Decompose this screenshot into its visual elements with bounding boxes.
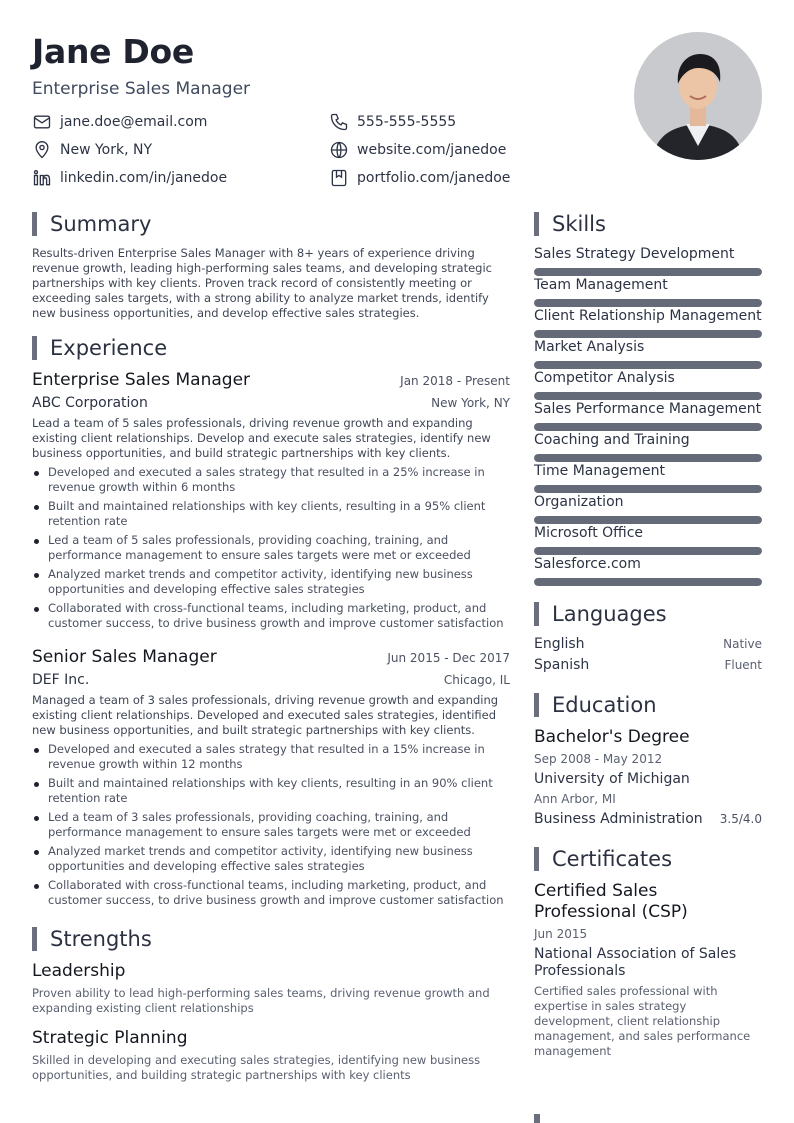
certificate-description: Certified sales professional with expertise in sales strategy development, client relationship management, and sales performance management xyxy=(534,984,751,1058)
skill-bar-fill xyxy=(534,268,762,276)
languages-heading xyxy=(534,602,667,626)
education-field: Business Administration xyxy=(534,811,703,827)
job-location: New York, NY xyxy=(431,396,510,410)
contact-linkedin[interactable] xyxy=(32,168,227,188)
skill-bar-track xyxy=(534,547,762,555)
section-accent-bar xyxy=(534,1114,540,1123)
strength-text: Proven ability to lead high-performing sales teams, driving revenue growth and expanding existing client relationships xyxy=(32,986,490,1015)
candidate-name: Jane Doe xyxy=(32,32,194,71)
skill-item xyxy=(534,494,762,524)
skill-bar-fill xyxy=(534,547,762,555)
skill-label: Sales Performance Management xyxy=(534,401,762,417)
map-pin-icon xyxy=(32,140,52,160)
skill-label: Sales Strategy Development xyxy=(534,246,735,262)
bullet-item: Analyzed market trends and competitor activity, identifying new business opportunities and developing effective sales strategies xyxy=(32,567,510,597)
job-header xyxy=(32,370,510,390)
job-company-row xyxy=(32,672,510,688)
skills-heading-text: Skills xyxy=(552,212,606,236)
certificates-heading-text: Certificates xyxy=(552,847,673,871)
strength-title: Strategic Planning xyxy=(32,1028,188,1048)
skill-bar-track xyxy=(534,578,762,586)
skills-heading xyxy=(534,212,606,236)
skill-label: Organization xyxy=(534,494,624,510)
skill-bar-track xyxy=(534,299,762,307)
bullet-item: Built and maintained relationships with key clients, resulting in a 95% client retention rate xyxy=(32,499,510,529)
skill-item xyxy=(534,432,762,462)
skill-item xyxy=(534,339,762,369)
website-text: website.com/janedoe xyxy=(357,142,507,158)
job-company-row xyxy=(32,395,510,411)
job-dates: Jan 2018 - Present xyxy=(400,374,510,388)
section-accent-bar xyxy=(32,927,37,951)
skill-item xyxy=(534,370,762,400)
skill-label: Salesforce.com xyxy=(534,556,641,572)
job-title: Senior Sales Manager xyxy=(32,647,217,667)
education-heading-text: Education xyxy=(552,693,657,717)
skill-item xyxy=(534,525,762,555)
section-accent-bar xyxy=(534,847,539,871)
certificate-issuer: National Association of Sales Professionals xyxy=(534,946,737,979)
skill-bar-track xyxy=(534,516,762,524)
bullet-item: Collaborated with cross-functional teams, including marketing, product, and customer success, to drive business growth and improve customer satisfaction xyxy=(32,601,510,631)
language-level: Fluent xyxy=(724,658,762,672)
bullet-item: Developed and executed a sales strategy that resulted in a 15% increase in revenue growth within 12 months xyxy=(32,742,510,772)
certificate-date: Jun 2015 xyxy=(534,927,588,941)
skill-bar-track xyxy=(534,361,762,369)
skill-label: Coaching and Training xyxy=(534,432,690,448)
skill-bar-fill xyxy=(534,361,762,369)
mail-icon xyxy=(32,112,52,132)
strengths-heading-text: Strengths xyxy=(50,927,152,951)
skill-bar-track xyxy=(534,392,762,400)
bullet-item: Developed and executed a sales strategy that resulted in a 25% increase in revenue growth within 6 months xyxy=(32,465,510,495)
section-accent-bar xyxy=(534,693,539,717)
skill-bar-fill xyxy=(534,423,762,431)
bullet-item: Led a team of 5 sales professionals, providing coaching, training, and performance management to ensure sales targets were met or exceeded xyxy=(32,533,510,563)
skill-bar-track xyxy=(534,485,762,493)
summary-text: Results-driven Enterprise Sales Manager with 8+ years of experience driving revenue growth, leading high-performing sales teams, and developing strategic partnerships with key clients. Proven track record of consistently meeting or exceeding sales targets, with a strong ability to analyze market trends, identify new business opportunities, and develop effective sales strategies. xyxy=(32,246,492,320)
contact-location xyxy=(32,140,152,160)
strengths-heading xyxy=(32,927,152,951)
skill-item xyxy=(534,401,762,431)
language-row xyxy=(534,636,762,652)
experience-heading-text: Experience xyxy=(50,336,168,360)
skill-bar-track xyxy=(534,330,762,338)
profile-photo xyxy=(634,32,762,160)
section-accent-bar xyxy=(32,212,37,236)
skill-label: Client Relationship Management xyxy=(534,308,762,324)
skill-bar-fill xyxy=(534,454,762,462)
language-name: Spanish xyxy=(534,657,590,673)
experience-heading xyxy=(32,336,167,360)
linkedin-text: linkedin.com/in/janedoe xyxy=(60,170,228,186)
skill-bar-track xyxy=(534,423,762,431)
education-dates: Sep 2008 - May 2012 xyxy=(534,752,663,766)
language-name: English xyxy=(534,636,585,652)
languages-heading-text: Languages xyxy=(552,602,667,626)
job-company: DEF Inc. xyxy=(32,672,90,688)
portfolio-text: portfolio.com/janedoe xyxy=(357,170,511,186)
bookmark-icon xyxy=(329,168,349,188)
bullet-item: Analyzed market trends and competitor activity, identifying new business opportunities and developing effective sales strategies xyxy=(32,844,510,874)
linkedin-icon xyxy=(32,168,52,188)
contact-email[interactable] xyxy=(32,112,207,132)
skill-label: Market Analysis xyxy=(534,339,645,355)
job-dates: Jun 2015 - Dec 2017 xyxy=(387,651,510,665)
job-company: ABC Corporation xyxy=(32,395,148,411)
strength-title: Leadership xyxy=(32,961,126,981)
contact-phone[interactable] xyxy=(329,112,456,132)
candidate-title: Enterprise Sales Manager xyxy=(32,79,251,99)
job-header xyxy=(32,647,510,667)
bullet-item: Built and maintained relationships with key clients, resulting in an 90% client retention rate xyxy=(32,776,510,806)
section-accent-bar xyxy=(534,212,539,236)
skill-item xyxy=(534,277,762,307)
skill-item xyxy=(534,556,762,586)
education-field-row xyxy=(534,811,762,827)
skill-item xyxy=(534,308,762,338)
bullet-item: Collaborated with cross-functional teams, including marketing, product, and customer success, to drive business growth and improve customer satisfaction xyxy=(32,878,510,908)
education-location: Ann Arbor, MI xyxy=(534,792,616,806)
phone-text: 555-555-5555 xyxy=(357,114,457,130)
skill-item xyxy=(534,463,762,493)
email-text: jane.doe@email.com xyxy=(60,114,208,130)
section-accent-bar xyxy=(534,602,539,626)
skill-label: Competitor Analysis xyxy=(534,370,675,386)
skill-bar-fill xyxy=(534,516,762,524)
globe-icon xyxy=(329,140,349,160)
education-school: University of Michigan xyxy=(534,771,690,787)
skill-bar-fill xyxy=(534,330,762,338)
job-description: Lead a team of 5 sales professionals, driving revenue growth and expanding existing client relationships. Develop and execute sales strategies, identify new business opportunities, and build strategic partnerships with key clients. xyxy=(32,416,491,460)
skill-bar-track xyxy=(534,454,762,462)
summary-heading-text: Summary xyxy=(50,212,152,236)
phone-icon xyxy=(329,112,349,132)
language-row xyxy=(534,657,762,673)
education-degree: Bachelor's Degree xyxy=(534,727,690,747)
skill-bar-fill xyxy=(534,299,762,307)
skill-bar-fill xyxy=(534,578,762,586)
skill-bar-fill xyxy=(534,485,762,493)
language-level: Native xyxy=(723,637,762,651)
contact-portfolio[interactable] xyxy=(329,168,510,188)
skill-bar-track xyxy=(534,268,762,276)
certificates-heading xyxy=(534,847,672,871)
education-heading xyxy=(534,693,657,717)
job-title: Enterprise Sales Manager xyxy=(32,370,251,390)
skill-bar-fill xyxy=(534,392,762,400)
location-text: New York, NY xyxy=(60,142,153,158)
strength-text: Skilled in developing and executing sales strategies, identifying new business opportunities, and building strategic partnerships with key clients xyxy=(32,1053,481,1082)
job-location: Chicago, IL xyxy=(443,673,510,687)
section-accent-bar xyxy=(32,336,37,360)
summary-heading xyxy=(32,212,151,236)
certificate-title: Certified Sales Professional (CSP) xyxy=(534,881,688,922)
contact-website[interactable] xyxy=(329,140,506,160)
job-description: Managed a team of 3 sales professionals, driving revenue growth and expanding existing client relationships. Developed and executed sales strategies, identified new business opportunities, and built strategic partnerships with key clients. xyxy=(32,693,499,737)
job-bullets xyxy=(32,465,510,635)
bullet-item: Led a team of 3 sales professionals, providing coaching, training, and performance management to ensure sales targets were met or exceeded xyxy=(32,810,510,840)
skill-label: Time Management xyxy=(534,463,665,479)
skill-label: Team Management xyxy=(534,277,668,293)
skill-item xyxy=(534,246,762,276)
education-gpa: 3.5/4.0 xyxy=(719,812,762,826)
skill-label: Microsoft Office xyxy=(534,525,644,541)
job-bullets xyxy=(32,742,510,912)
